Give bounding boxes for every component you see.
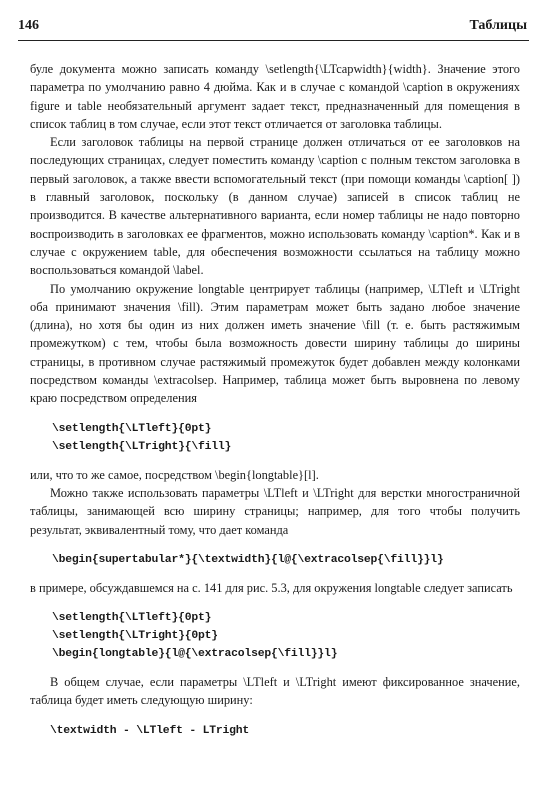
code-block-1: \setlength{\LTleft}{0pt} \setlength{\LTright}{\fill} <box>52 422 232 453</box>
header-rule <box>18 40 529 41</box>
code-block-3: \setlength{\LTleft}{0pt} \setlength{\LTright}{0pt} \begin{longtable}{l@{\extracolsep{\fill}}l} <box>52 612 338 661</box>
paragraph-4: или, что то же самое, посредством \begin{longtable}[l]. <box>30 467 319 482</box>
page-number: 146 <box>18 18 39 33</box>
body-text <box>30 60 520 750</box>
paragraph-1: буле документа можно записать команду \setlength{\LTcapwidth}{width}. Значение этого параметра по умолчанию равно 4 дюйма. Как и в случае с командой \caption в окружениях figure и table необязательный аргумент задает текст, предназначенный для помещения в список таблиц в том случае, если этот текст отличается от заголовка таблицы. <box>30 62 520 131</box>
paragraph-6: в примере, обсуждавшемся на с. 141 для рис. 5.3, для окружения longtable следует записать <box>30 580 513 595</box>
paragraph-3: По умолчанию окружение longtable центрирует таблицы (например, \LTleft и \LTright оба принимают значения \fill). Этим параметрам может быть задано любое значение (длина), но хотя бы один из них должен иметь значение \fill (т. е. быть растяжимым промежутком) с тем, чтобы была возможность довести ширину таблицы до ширины страницы, в противном случае растяжимый промежуток будет добавлен между колонками посредством команды \extracolsep. Например, таблица может быть выровнена по левому краю посредством определения <box>30 281 520 406</box>
running-title: Таблицы <box>469 18 527 33</box>
running-header <box>18 18 527 38</box>
code-block-4: \textwidth - \LTleft - LTright <box>50 724 250 737</box>
paragraph-5: Можно также использовать параметры \LTleft и \LTright для верстки многостраничной таблицы, занимающей всю ширину страницы; например, для того чтобы получить результат, эквивалентный тому, что дает команда <box>30 485 520 537</box>
paragraph-7: В общем случае, если параметры \LTleft и \LTright имеют фиксированное значение, таблица будет иметь следующую ширину: <box>30 675 520 708</box>
paragraph-2: Если заголовок таблицы на первой странице должен отличаться от ее заголовков на последующих страницах, следует поместить команду \caption с полным текстом заголовка в первый заголовок, а также ввести вспомогательный текст (при помощи команды \caption[ ]) в главный заголовок, поскольку (в данном случае) записей в список таблиц не производится. В качестве альтернативного варианта, если номер таблицы не надо повторно воспроизводить в заголовках ее фрагментов, можно использовать команду \caption*. Как и в случае с окружением table, для обеспечения возможности ссылаться на таблицу можно воспользоваться командой \label. <box>30 135 520 278</box>
code-block-2: \begin{supertabular*}{\textwidth}{l@{\extracolsep{\fill}}l} <box>52 553 444 566</box>
